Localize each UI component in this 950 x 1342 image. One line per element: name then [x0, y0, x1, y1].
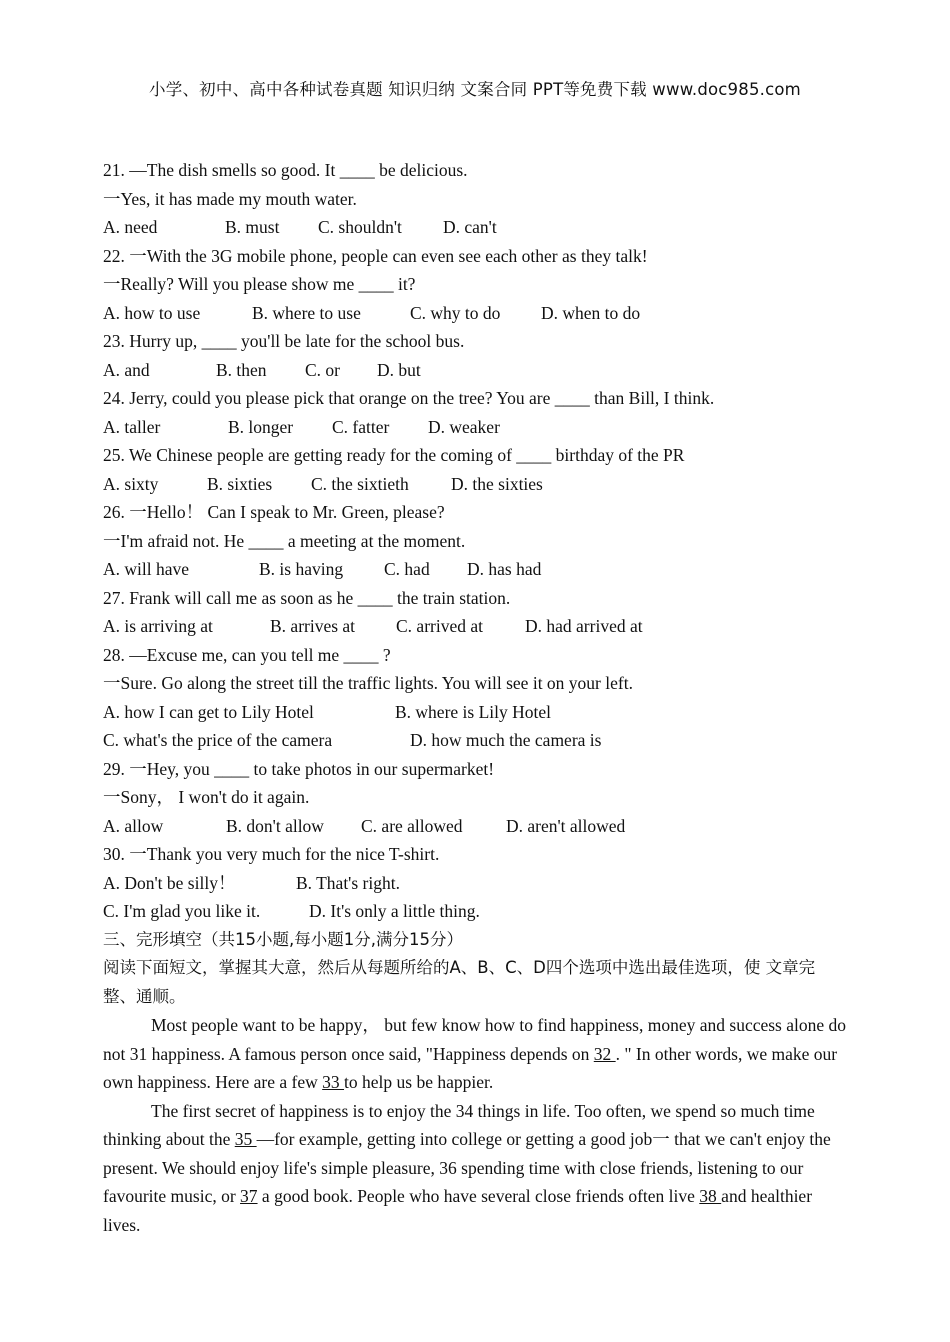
option: A. how to use	[103, 302, 201, 323]
q23-stem: 23. Hurry up, ____ you'll be late for the school bus.	[103, 331, 465, 351]
q30-options-row2	[103, 897, 848, 926]
passage-text: . " In other words, we make our own happiness. Here are a few	[103, 1043, 838, 1092]
option: B. is having	[259, 559, 344, 579]
option: A. allow	[103, 815, 164, 836]
q21-stem: 21. —The dish smells so good. It ____ be delicious.	[103, 160, 468, 180]
option: C. shouldn't	[318, 217, 402, 237]
passage-text: —for example, getting into college or getting a good job一 that we can't enjoy the present. We should enjoy life's simple pleasure, 36 spending time with close friends, listening to our favourite music, or	[103, 1129, 831, 1206]
option: B. must	[225, 217, 280, 237]
q27-options	[103, 612, 848, 641]
blank-32: 32	[593, 1043, 616, 1064]
option: A. will have	[103, 559, 190, 579]
option: C. I'm glad you like it.	[103, 901, 261, 921]
option: C. what's the price of the camera	[103, 730, 333, 750]
q22-options	[103, 299, 848, 328]
q26-reply: 一I'm afraid not. He ____ a meeting at the moment.	[103, 530, 466, 551]
section3-title: 三、完形填空（共15小题,每小题1分,满分15分）	[103, 929, 463, 949]
option: D. can't	[443, 217, 497, 237]
q29-reply: 一Sony， I won't do it again.	[103, 787, 310, 807]
option: A. Don't be silly！	[103, 872, 236, 893]
option: C. or	[305, 359, 340, 380]
q24-stem: 24. Jerry, could you please pick that orange on the tree? You are ____ than Bill, I think.	[103, 388, 715, 408]
exam-content	[103, 156, 848, 1239]
passage-text: to help us be happier.	[344, 1072, 494, 1092]
option: D. has had	[467, 559, 542, 579]
option: A. taller	[103, 416, 161, 437]
blank-33: 33	[322, 1072, 345, 1092]
option: C. the sixtieth	[311, 473, 409, 494]
q27-stem: 27. Frank will call me as soon as he ____ the train station.	[103, 587, 511, 608]
q28-reply: 一Sure. Go along the street till the traffic lights. You will see it on your left.	[103, 673, 633, 693]
q22-reply: 一Really? Will you please show me ____ it?	[103, 274, 416, 294]
option: A. need	[103, 217, 158, 237]
option: D. the sixties	[451, 473, 543, 494]
option: D. when to do	[541, 302, 641, 323]
option: A. how I can get to Lily Hotel	[103, 701, 314, 722]
q25-stem: 25. We Chinese people are getting ready for the coming of ____ birthday of the PR	[103, 445, 685, 465]
option: C. are allowed	[361, 815, 463, 836]
option: D. but	[377, 359, 421, 380]
q21-options	[103, 213, 848, 242]
option: B. don't allow	[226, 815, 324, 836]
q29-options	[103, 812, 848, 841]
passage-text: The first secret of happiness is to enjoy the 34 things in life. Too often, we spend so much time thinking about the	[103, 1100, 815, 1149]
option: D. aren't allowed	[506, 815, 626, 836]
option: B. longer	[228, 416, 294, 437]
blank-38: 38	[699, 1186, 722, 1206]
q28-stem: 28. —Excuse me, can you tell me ____ ?	[103, 644, 391, 665]
option: D. how much the camera is	[410, 730, 602, 750]
q22-stem: 22. 一With the 3G mobile phone, people can even see each other as they talk!	[103, 245, 648, 266]
option: D. It's only a little thing.	[309, 901, 480, 921]
option: C. arrived at	[396, 616, 483, 636]
option: B. then	[216, 359, 267, 380]
q29-stem: 29. 一Hey, you ____ to take photos in our supermarket!	[103, 758, 495, 779]
passage-paragraph-1	[103, 1011, 848, 1097]
passage-text: Most people want to be happy， but few know how to find happiness, money and success alone do not 31 happiness. A famous person once said, "Happiness depends on	[103, 1015, 847, 1064]
option: B. arrives at	[270, 616, 356, 636]
q21-reply: 一Yes, it has made my mouth water.	[103, 188, 357, 209]
option: A. sixty	[103, 473, 159, 494]
q24-options	[103, 413, 848, 442]
option: B. That's right.	[296, 872, 400, 893]
q30-options-row1	[103, 869, 848, 898]
q30-stem: 30. 一Thank you very much for the nice T-shirt.	[103, 844, 440, 864]
option: D. had arrived at	[525, 616, 643, 636]
passage-text: a good book. People who have several close friends often live	[257, 1186, 700, 1206]
q28-options-row2	[103, 726, 848, 755]
passage-text: and healthier lives.	[103, 1186, 813, 1235]
option: C. had	[384, 559, 430, 579]
option: A. is arriving at	[103, 616, 213, 636]
option: D. weaker	[428, 416, 500, 437]
option: C. fatter	[332, 416, 390, 437]
option: B. where to use	[252, 302, 361, 323]
passage-paragraph-2	[103, 1097, 848, 1240]
q26-options	[103, 555, 848, 584]
q26-stem: 26. 一Hello！ Can I speak to Mr. Green, please?	[103, 502, 445, 522]
option: B. where is Lily Hotel	[395, 701, 552, 722]
option: C. why to do	[410, 302, 501, 323]
q23-options	[103, 356, 848, 385]
option: B. sixties	[207, 473, 273, 494]
option: A. and	[103, 359, 150, 380]
q25-options	[103, 470, 848, 499]
section3-instruction: 阅读下面短文，掌握其大意，然后从每题所给的A、B、C、D四个选项中选出最佳选项，使 文章完整、通顺。	[103, 958, 816, 1006]
blank-35: 35	[234, 1129, 257, 1149]
page-header: 小学、初中、高中各种试卷真题 知识归纳 文案合同 PPT等免费下载 www.doc985.com	[149, 80, 801, 99]
blank-37: 37	[240, 1186, 258, 1206]
q28-options-row1	[103, 698, 848, 727]
